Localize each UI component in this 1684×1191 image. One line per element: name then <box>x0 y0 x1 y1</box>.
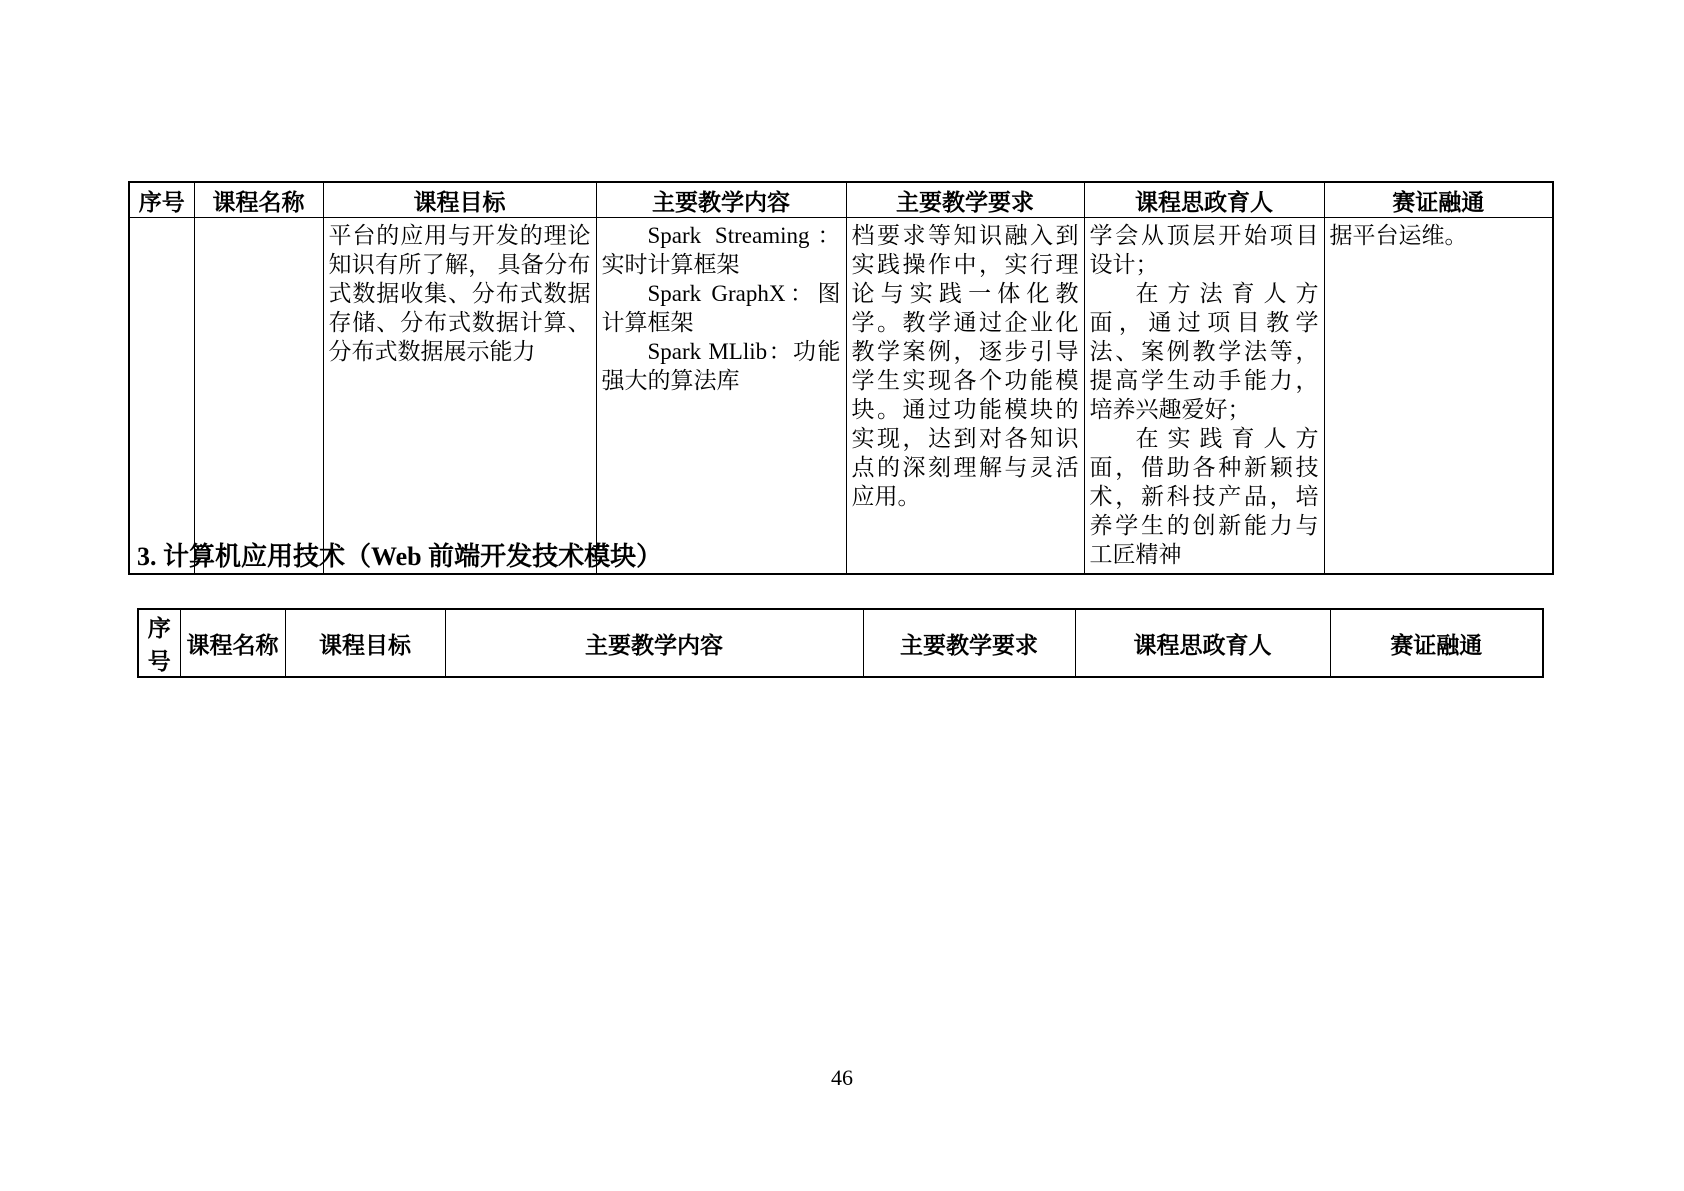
cell-ideology <box>1084 218 1324 575</box>
content-paragraph: Spark MLlib：功能强大的算法库 <box>601 339 841 393</box>
content-paragraph: Spark Streaming：实时计算框架 <box>601 223 841 277</box>
col-header-teaching-requirements: 主要教学要求 <box>863 609 1075 677</box>
col-header-ideology: 课程思政育人 <box>1075 609 1330 677</box>
table2-header-row <box>138 609 1543 677</box>
table1-header-row <box>129 182 1553 218</box>
col-header-competition: 赛证融通 <box>1330 609 1543 677</box>
cell-teaching-requirements: 档要求等知识融入到实践操作中，实行理论与实践一体化教学。教学通过企业化教学案例，逐步引导学生实现各个功能模块。通过功能模块的实现，达到对各知识点的深刻理解与灵活应用。 <box>846 218 1084 575</box>
col-header-teaching-requirements: 主要教学要求 <box>846 182 1084 218</box>
col-header-ideology: 课程思政育人 <box>1084 182 1324 218</box>
cell-competition: 据平台运维。 <box>1324 218 1553 575</box>
ideology-paragraph: 在实践育人方面，借助各种新颖技术，新科技产品，培养学生的创新能力与工匠精神 <box>1089 426 1319 567</box>
cell-objectives: 平台的应用与开发的理论知识有所了解， 具备分布式数据收集、分布式数据存储、分布式数据计算、分布式数据展示能力 <box>323 218 596 575</box>
ideology-paragraph: 学会从顶层开始项目设计； <box>1089 223 1319 277</box>
col-header-course-name: 课程名称 <box>180 609 285 677</box>
col-header-seq: 序号 <box>138 609 180 677</box>
col-header-teaching-content: 主要教学内容 <box>596 182 846 218</box>
section-heading: 3. 计算机应用技术（Web 前端开发技术模块） <box>137 542 663 571</box>
col-header-objectives: 课程目标 <box>323 182 596 218</box>
content-paragraph: Spark GraphX：图计算框架 <box>601 281 841 335</box>
col-header-seq: 序号 <box>129 182 194 218</box>
web-frontend-table <box>137 608 1544 678</box>
curriculum-table-continued <box>128 181 1554 575</box>
table-row <box>129 218 1553 575</box>
cell-course-name <box>194 218 323 575</box>
col-header-competition: 赛证融通 <box>1324 182 1553 218</box>
col-header-objectives: 课程目标 <box>285 609 445 677</box>
page-number: 46 <box>831 1065 853 1090</box>
col-header-course-name: 课程名称 <box>194 182 323 218</box>
col-header-teaching-content: 主要教学内容 <box>445 609 863 677</box>
cell-seq <box>129 218 194 575</box>
cell-teaching-content <box>596 218 846 575</box>
ideology-paragraph: 在方法育人方面，通过项目教学法、案例教学法等，提高学生动手能力，培养兴趣爱好； <box>1089 281 1319 422</box>
